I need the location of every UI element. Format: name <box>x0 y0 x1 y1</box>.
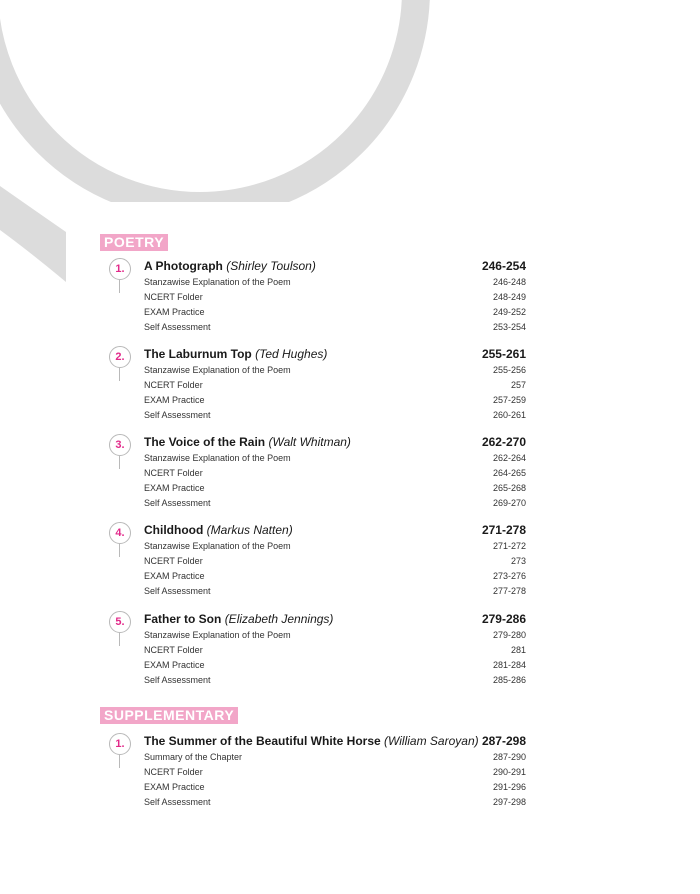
chapter-author: (Markus Natten) <box>206 523 293 537</box>
toc-entry: NCERT Folder 281 <box>144 645 526 655</box>
chapter-author: (William Saroyan) <box>384 734 479 748</box>
toc-entry: Self Assessment 277-278 <box>144 586 526 596</box>
toc-entry: NCERT Folder 290-291 <box>144 767 526 777</box>
chapter-title: The Voice of the Rain (Walt Whitman) <box>144 435 351 449</box>
chapter-number-badge: 1. <box>109 258 131 280</box>
chapter-page-range: 246-254 <box>481 259 526 273</box>
section-label-poetry: POETRY <box>100 234 168 251</box>
toc-entry: Self Assessment 269-270 <box>144 498 526 508</box>
toc-entry: Stanzawise Explanation of the Poem 279-280 <box>144 630 526 640</box>
chapter-number-badge: 3. <box>109 434 131 456</box>
toc-entry: Self Assessment 285-286 <box>144 675 526 685</box>
chapter-number-badge: 4. <box>109 522 131 544</box>
toc-entry: NCERT Folder 248-249 <box>144 292 526 302</box>
toc-entry: Self Assessment 297-298 <box>144 797 526 807</box>
chapter-page-range: 255-261 <box>481 347 526 361</box>
toc-entry: EXAM Practice 257-259 <box>144 395 526 405</box>
toc-entry: Self Assessment 253-254 <box>144 322 526 332</box>
toc-entry: EXAM Practice 291-296 <box>144 782 526 792</box>
chapter-number-badge: 5. <box>109 611 131 633</box>
toc-entry: NCERT Folder 264-265 <box>144 468 526 478</box>
chapter-page-range: 287-298 <box>481 734 526 748</box>
toc-entry: EXAM Practice 265-268 <box>144 483 526 493</box>
badge-stem <box>119 280 120 293</box>
toc-entry: NCERT Folder 257 <box>144 380 526 390</box>
toc-entry: Stanzawise Explanation of the Poem 262-264 <box>144 453 526 463</box>
chapter-author: (Shirley Toulson) <box>226 259 316 273</box>
chapter-number-badge: 1. <box>109 733 131 755</box>
toc-entry: EXAM Practice 249-252 <box>144 307 526 317</box>
chapter-title: Childhood (Markus Natten) <box>144 523 293 537</box>
section-label-supplementary: SUPPLEMENTARY <box>100 707 238 724</box>
chapter-number-badge: 2. <box>109 346 131 368</box>
toc-entry: Stanzawise Explanation of the Poem 271-272 <box>144 541 526 551</box>
toc-entry: EXAM Practice 281-284 <box>144 660 526 670</box>
badge-stem <box>119 368 120 381</box>
chapter-title: The Laburnum Top (Ted Hughes) <box>144 347 328 361</box>
toc-entry: Self Assessment 260-261 <box>144 410 526 420</box>
chapter-author: (Ted Hughes) <box>255 347 328 361</box>
badge-stem <box>119 544 120 557</box>
toc-entry: EXAM Practice 273-276 <box>144 571 526 581</box>
chapter-author: (Elizabeth Jennings) <box>224 612 334 626</box>
toc-entry: Summary of the Chapter 287-290 <box>144 752 526 762</box>
toc-entry: Stanzawise Explanation of the Poem 255-256 <box>144 365 526 375</box>
toc-entry: Stanzawise Explanation of the Poem 246-248 <box>144 277 526 287</box>
badge-stem <box>119 755 120 768</box>
chapter-title: A Photograph (Shirley Toulson) <box>144 259 316 273</box>
chapter-page-range: 262-270 <box>481 435 526 449</box>
toc-entry: NCERT Folder 273 <box>144 556 526 566</box>
badge-stem <box>119 456 120 469</box>
chapter-author: (Walt Whitman) <box>268 435 351 449</box>
badge-stem <box>119 633 120 646</box>
chapter-page-range: 279-286 <box>481 612 526 626</box>
chapter-title: The Summer of the Beautiful White Horse (William Saroyan) <box>144 734 479 748</box>
chapter-title: Father to Son (Elizabeth Jennings) <box>144 612 334 626</box>
chapter-page-range: 271-278 <box>481 523 526 537</box>
